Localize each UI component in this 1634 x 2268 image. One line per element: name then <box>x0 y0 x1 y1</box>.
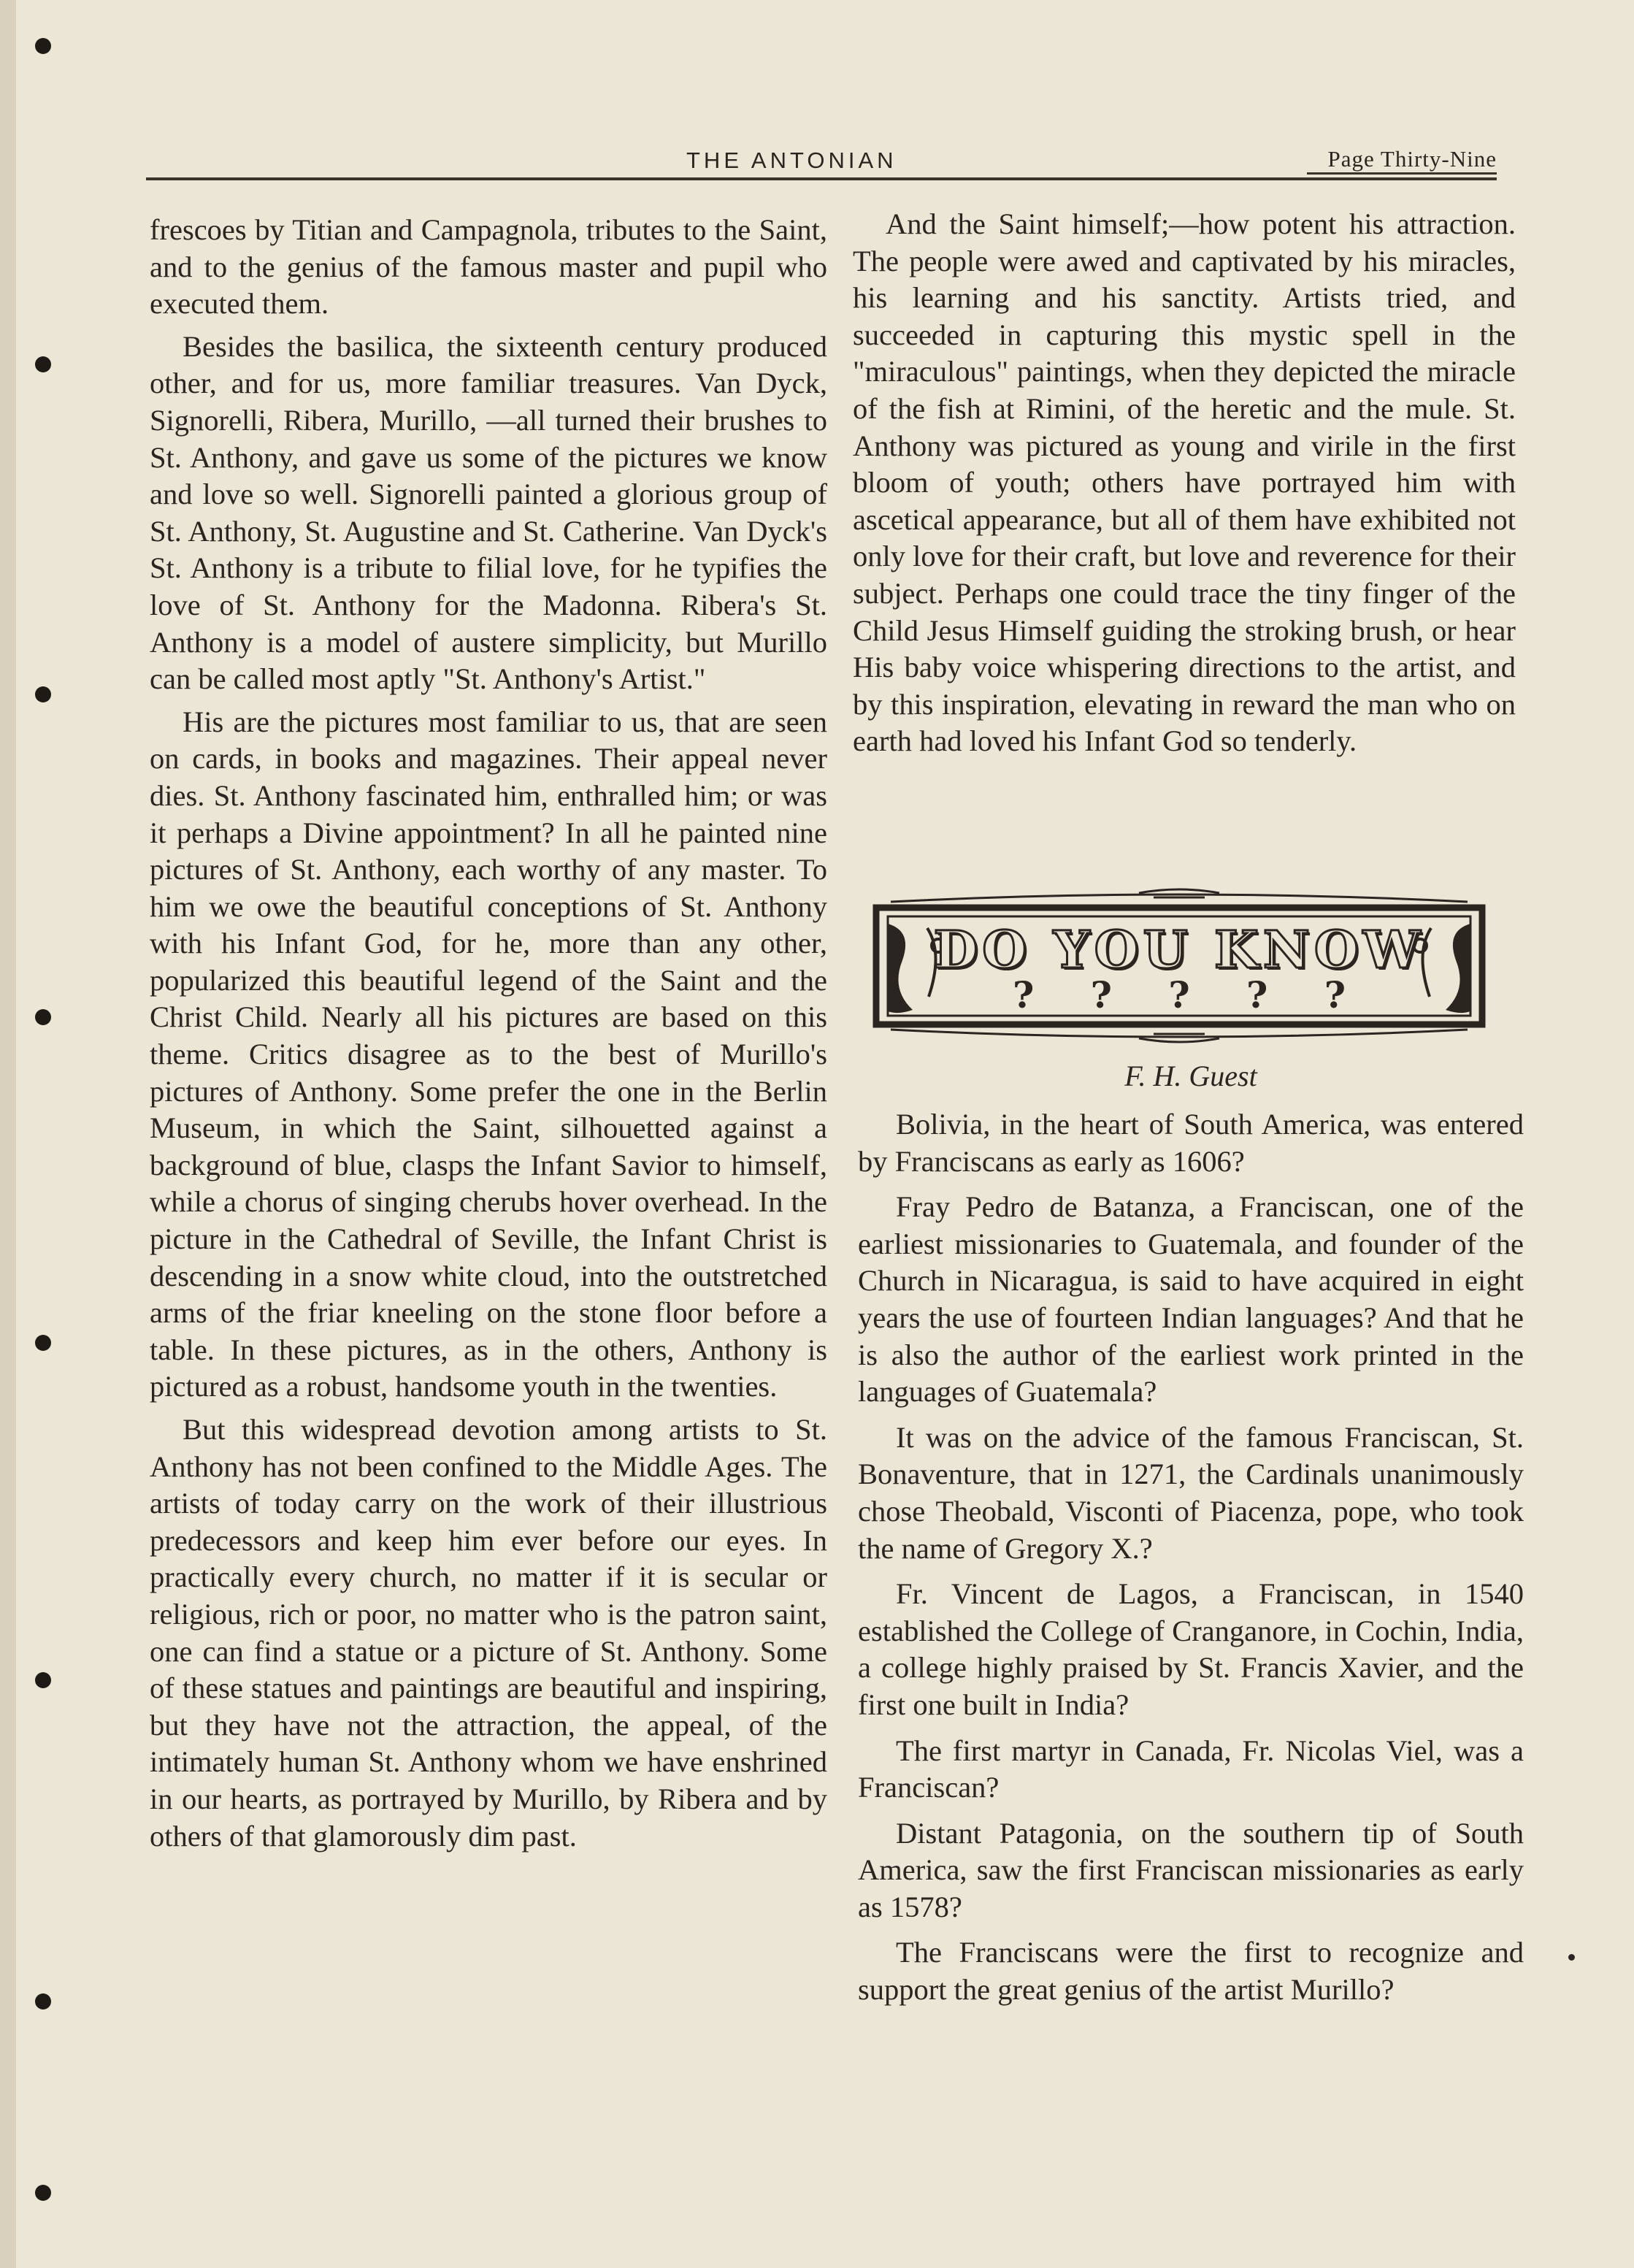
page-header <box>146 139 1497 183</box>
banner-question-marks: ? ? ? ? ? <box>1012 973 1346 1016</box>
binding-hole <box>35 1993 51 2010</box>
do-you-know-list <box>858 1106 1524 2018</box>
list-item: The Franciscans were the first to recognize and support the great genius of the artist Murillo? <box>858 1936 1524 2007</box>
paragraph: But this widespread devotion among artists to St. Anthony has not been confined to the Middle Ages. The artists of today carry on the work of their illustrious predecessors and keep him ever before our eyes. In practically every church, no matter if it is secular or religious, rich or poor, no matter who is the patron saint, one can find a statue or a picture of St. Anthony. Some of these statues and paintings are beautiful and inspiring, but they have not the attraction, the appeal, of the intimately human St. Anthony whom we have enshrined in our hearts, as portrayed by Murillo, by Ribera and by others of that glamorously dim past. <box>150 1413 827 1853</box>
list-item: Bolivia, in the heart of South America, was entered by Franciscans as early as 1606? <box>858 1108 1524 1178</box>
speck <box>1568 1954 1575 1961</box>
binding-hole <box>35 1009 51 1025</box>
page-binding-edge <box>0 0 16 2268</box>
list-item: It was on the advice of the famous Franciscan, St. Bonaventure, that in 1271, the Cardinals unanimously chose Theobald, Visconti of Piacenza, pope, who took the name of Gregory X.? <box>858 1420 1524 1565</box>
list-item: Fray Pedro de Batanza, a Franciscan, one of the earliest missionaries to Guatemala, and founder of the Church in Nicaragua, is said to have acquired in eight years the use of fourteen Indian languages? And that he is also the author of the earliest work printed in the languages of Guatemala? <box>858 1190 1524 1409</box>
paragraph: His are the pictures most familiar to us, that are seen on cards, in books and magazines. Their appeal never dies. St. Anthony fascinated him, enthralled him; or was it perhaps a Divine appointment? In all he painted nine pictures of St. Anthony, each worthy of any master. To him we owe the beautiful conceptions of St. Anthony with his Infant God, for he, more than any other, popularized this beautiful legend of the Saint and the Christ Child. Nearly all his pictures are based on this theme. Critics disagree as to the best of Murillo's pictures of Anthony. Some prefer the one in the Berlin Museum, in which the Saint, silhouetted against a background of blue, clasps the Infant Savior to himself, while a chorus of singing cherubs hover overhead. In the picture in the Cathedral of Seville, the Infant Christ is descending in a snow white cloud, into the outstretched arms of the friar kneeling on the stone floor before a table. In these pictures, as in the others, Anthony is pictured as a robust, handsome youth in the twenties. <box>150 705 827 1403</box>
header-rule-accent <box>1307 172 1497 175</box>
header-rule <box>146 177 1497 180</box>
page-number: Page Thirty-Nine <box>1327 146 1497 172</box>
binding-hole <box>35 2185 51 2201</box>
byline: F. H. Guest <box>1124 1060 1257 1092</box>
list-item: Fr. Vincent de Lagos, a Franciscan, in 1540 established the College of Cranganore, in Cochin, India, a college highly praised by St. Francis Xavier, and the first one built in India? <box>858 1577 1524 1721</box>
right-column-article <box>853 206 1516 766</box>
left-column <box>150 212 827 1861</box>
binding-hole <box>35 38 51 54</box>
binding-hole <box>35 1335 51 1351</box>
banner-title: DO YOU KNOW <box>933 919 1425 980</box>
binding-hole <box>35 356 51 372</box>
binding-hole <box>35 686 51 702</box>
paragraph: frescoes by Titian and Campagnola, tributes to the Saint, and to the genius of the famous master and pupil who executed them. <box>150 213 827 321</box>
paragraph: Besides the basilica, the sixteenth century produced other, and for us, more familiar treasures. Van Dyck, Signorelli, Ribera, Murillo, —all turned their brushes to St. Anthony, and gave us some of the pictures we know and love so well. Signorelli painted a glorious group of St. Anthony, St. Augustine and St. Catherine. Van Dyck's St. Anthony is a tribute to filial love, for he typifies the love of St. Anthony for the Madonna. Ribera's St. Anthony is a model of austere simplicity, but Murillo can be called most aptly "St. Anthony's Artist." <box>150 329 827 696</box>
binding-hole <box>35 1672 51 1688</box>
running-head: THE ANTONIAN <box>686 148 897 173</box>
list-item: Distant Patagonia, on the southern tip of South America, saw the first Franciscan missionaries as early as 1578? <box>858 1816 1524 1923</box>
paragraph: And the Saint himself;—how potent his attraction. The people were awed and captivated by his miracles, his learning and his sanctity. Artists tried, and succeeded in capturing this mystic spell in the "miraculous" paintings, when they depicted the miracle of the fish at Rimini, of the heretic and the mule. St. Anthony was pictured as young and virile in the first bloom of youth; others have portrayed him with ascetical appearance, but all of them have exhibited not only love for their craft, but love and reverence for their subject. Perhaps one could trace the tiny finger of the Child Jesus Himself guiding the stroking brush, or hear His baby voice whispering directions to the artist, and by this inspiration, elevating in reward the man who on earth had loved his Infant God so tenderly. <box>853 207 1516 758</box>
list-item: The first martyr in Canada, Fr. Nicolas Viel, was a Franciscan? <box>858 1733 1524 1804</box>
do-you-know-banner <box>862 887 1497 1044</box>
